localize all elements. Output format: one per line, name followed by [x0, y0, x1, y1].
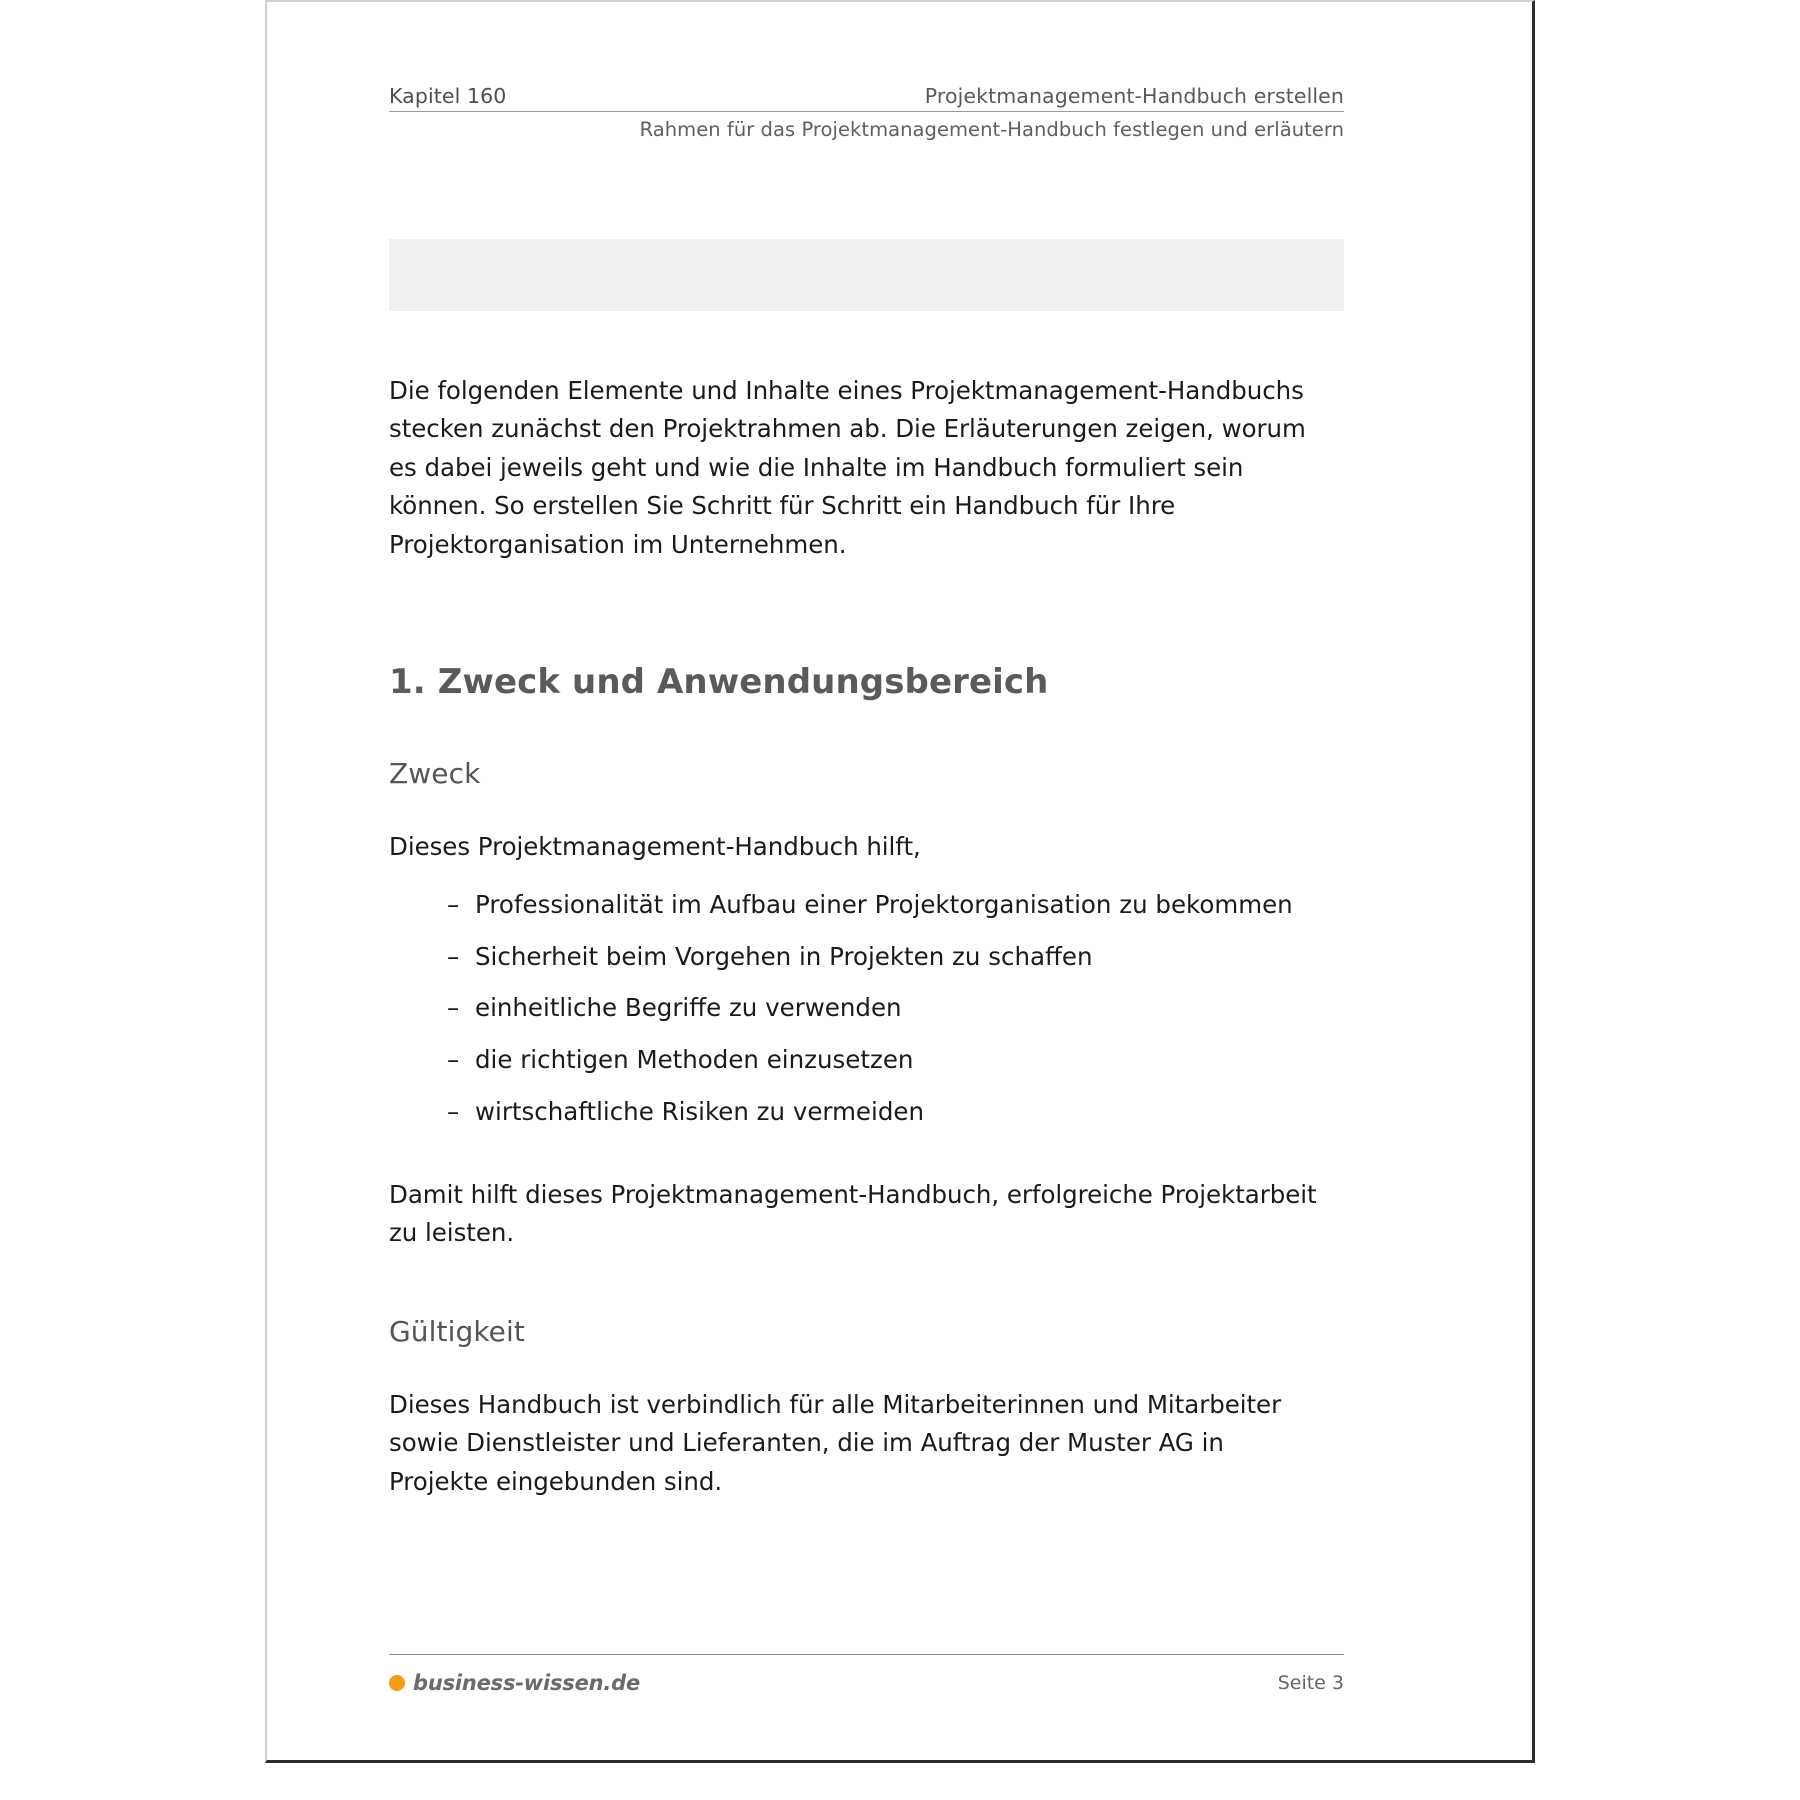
spacer: [389, 867, 1329, 889]
list-item: [447, 992, 1329, 1024]
list-item-label: Professionalität im Aufbau einer Projektorganisation zu bekommen: [475, 889, 1293, 919]
header-top-row: [389, 84, 1344, 112]
intro-paragraph: Die folgenden Elemente und Inhalte eines Projektmanagement-Handbuchs stecken zunächst den Projektrahmen ab. Die Erläuterungen zeigen, worum es dabei jeweils geht und wie die Inhalte im Handbuch formuliert sein können. So erstellen Sie Schritt für Schritt ein Handbuch für Ihre Projektorganisation im Unternehmen.: [389, 376, 1306, 559]
list-item-label: Sicherheit beim Vorgehen in Projekten zu schaffen: [475, 941, 1093, 971]
brand-dot-icon: [389, 1675, 405, 1691]
list-item: [447, 1096, 1329, 1128]
spacer: [389, 1348, 1329, 1386]
subsection-heading-zweck: Zweck: [389, 757, 481, 791]
section-heading: 1. Zweck und Anwendungsbereich: [389, 662, 1049, 703]
header-subtitle: Rahmen für das Projektmanagement-Handbuch festlegen und erläutern: [639, 118, 1344, 141]
page-body: [389, 372, 1329, 1501]
list-item: [447, 941, 1329, 973]
zweck-bullet-list: [389, 889, 1329, 1128]
spacer: [389, 1148, 1329, 1176]
spacer: [389, 1253, 1329, 1315]
page-header: [389, 84, 1344, 141]
spacer: [389, 790, 1329, 828]
brand-name-label: business-wissen.de: [413, 1671, 641, 1695]
header-document-title: Projektmanagement-Handbuch erstellen: [924, 84, 1344, 108]
subsection-heading-gueltigkeit: Gültigkeit: [389, 1314, 525, 1348]
list-item-label: wirtschaftliche Risiken zu vermeiden: [475, 1097, 924, 1127]
spacer: [389, 702, 1329, 757]
dash-marker-icon: –: [447, 1045, 460, 1075]
document-page: [265, 0, 1535, 1763]
zweck-lead-paragraph: Dieses Projektmanagement-Handbuch hilft,: [389, 832, 921, 862]
footer-row: [389, 1655, 1344, 1695]
list-item: [447, 1044, 1329, 1076]
list-item-label: einheitliche Begriffe zu verwenden: [475, 993, 902, 1023]
page-footer: [389, 1654, 1344, 1695]
list-item: [447, 889, 1329, 921]
gray-placeholder-box: [389, 239, 1344, 311]
spacer: [389, 564, 1329, 662]
dash-marker-icon: –: [447, 1097, 460, 1127]
dash-marker-icon: –: [447, 889, 460, 919]
dash-marker-icon: –: [447, 941, 460, 971]
gueltigkeit-paragraph: Dieses Handbuch ist verbindlich für alle Mitarbeiterinnen und Mitarbeiter sowie Dienstleister und Lieferanten, die im Auftrag der Muster AG in Projekte eingebunden sind.: [389, 1389, 1282, 1496]
page-number-label: Seite 3: [1277, 1672, 1344, 1694]
dash-marker-icon: –: [447, 993, 460, 1023]
list-item-label: die richtigen Methoden einzusetzen: [475, 1045, 914, 1075]
zweck-closing-paragraph: Damit hilft dieses Projektmanagement-Handbuch, erfolgreiche Projektarbeit zu leisten.: [389, 1179, 1317, 1248]
brand-logo[interactable]: [389, 1671, 640, 1695]
header-chapter-label: Kapitel 160: [389, 84, 507, 108]
